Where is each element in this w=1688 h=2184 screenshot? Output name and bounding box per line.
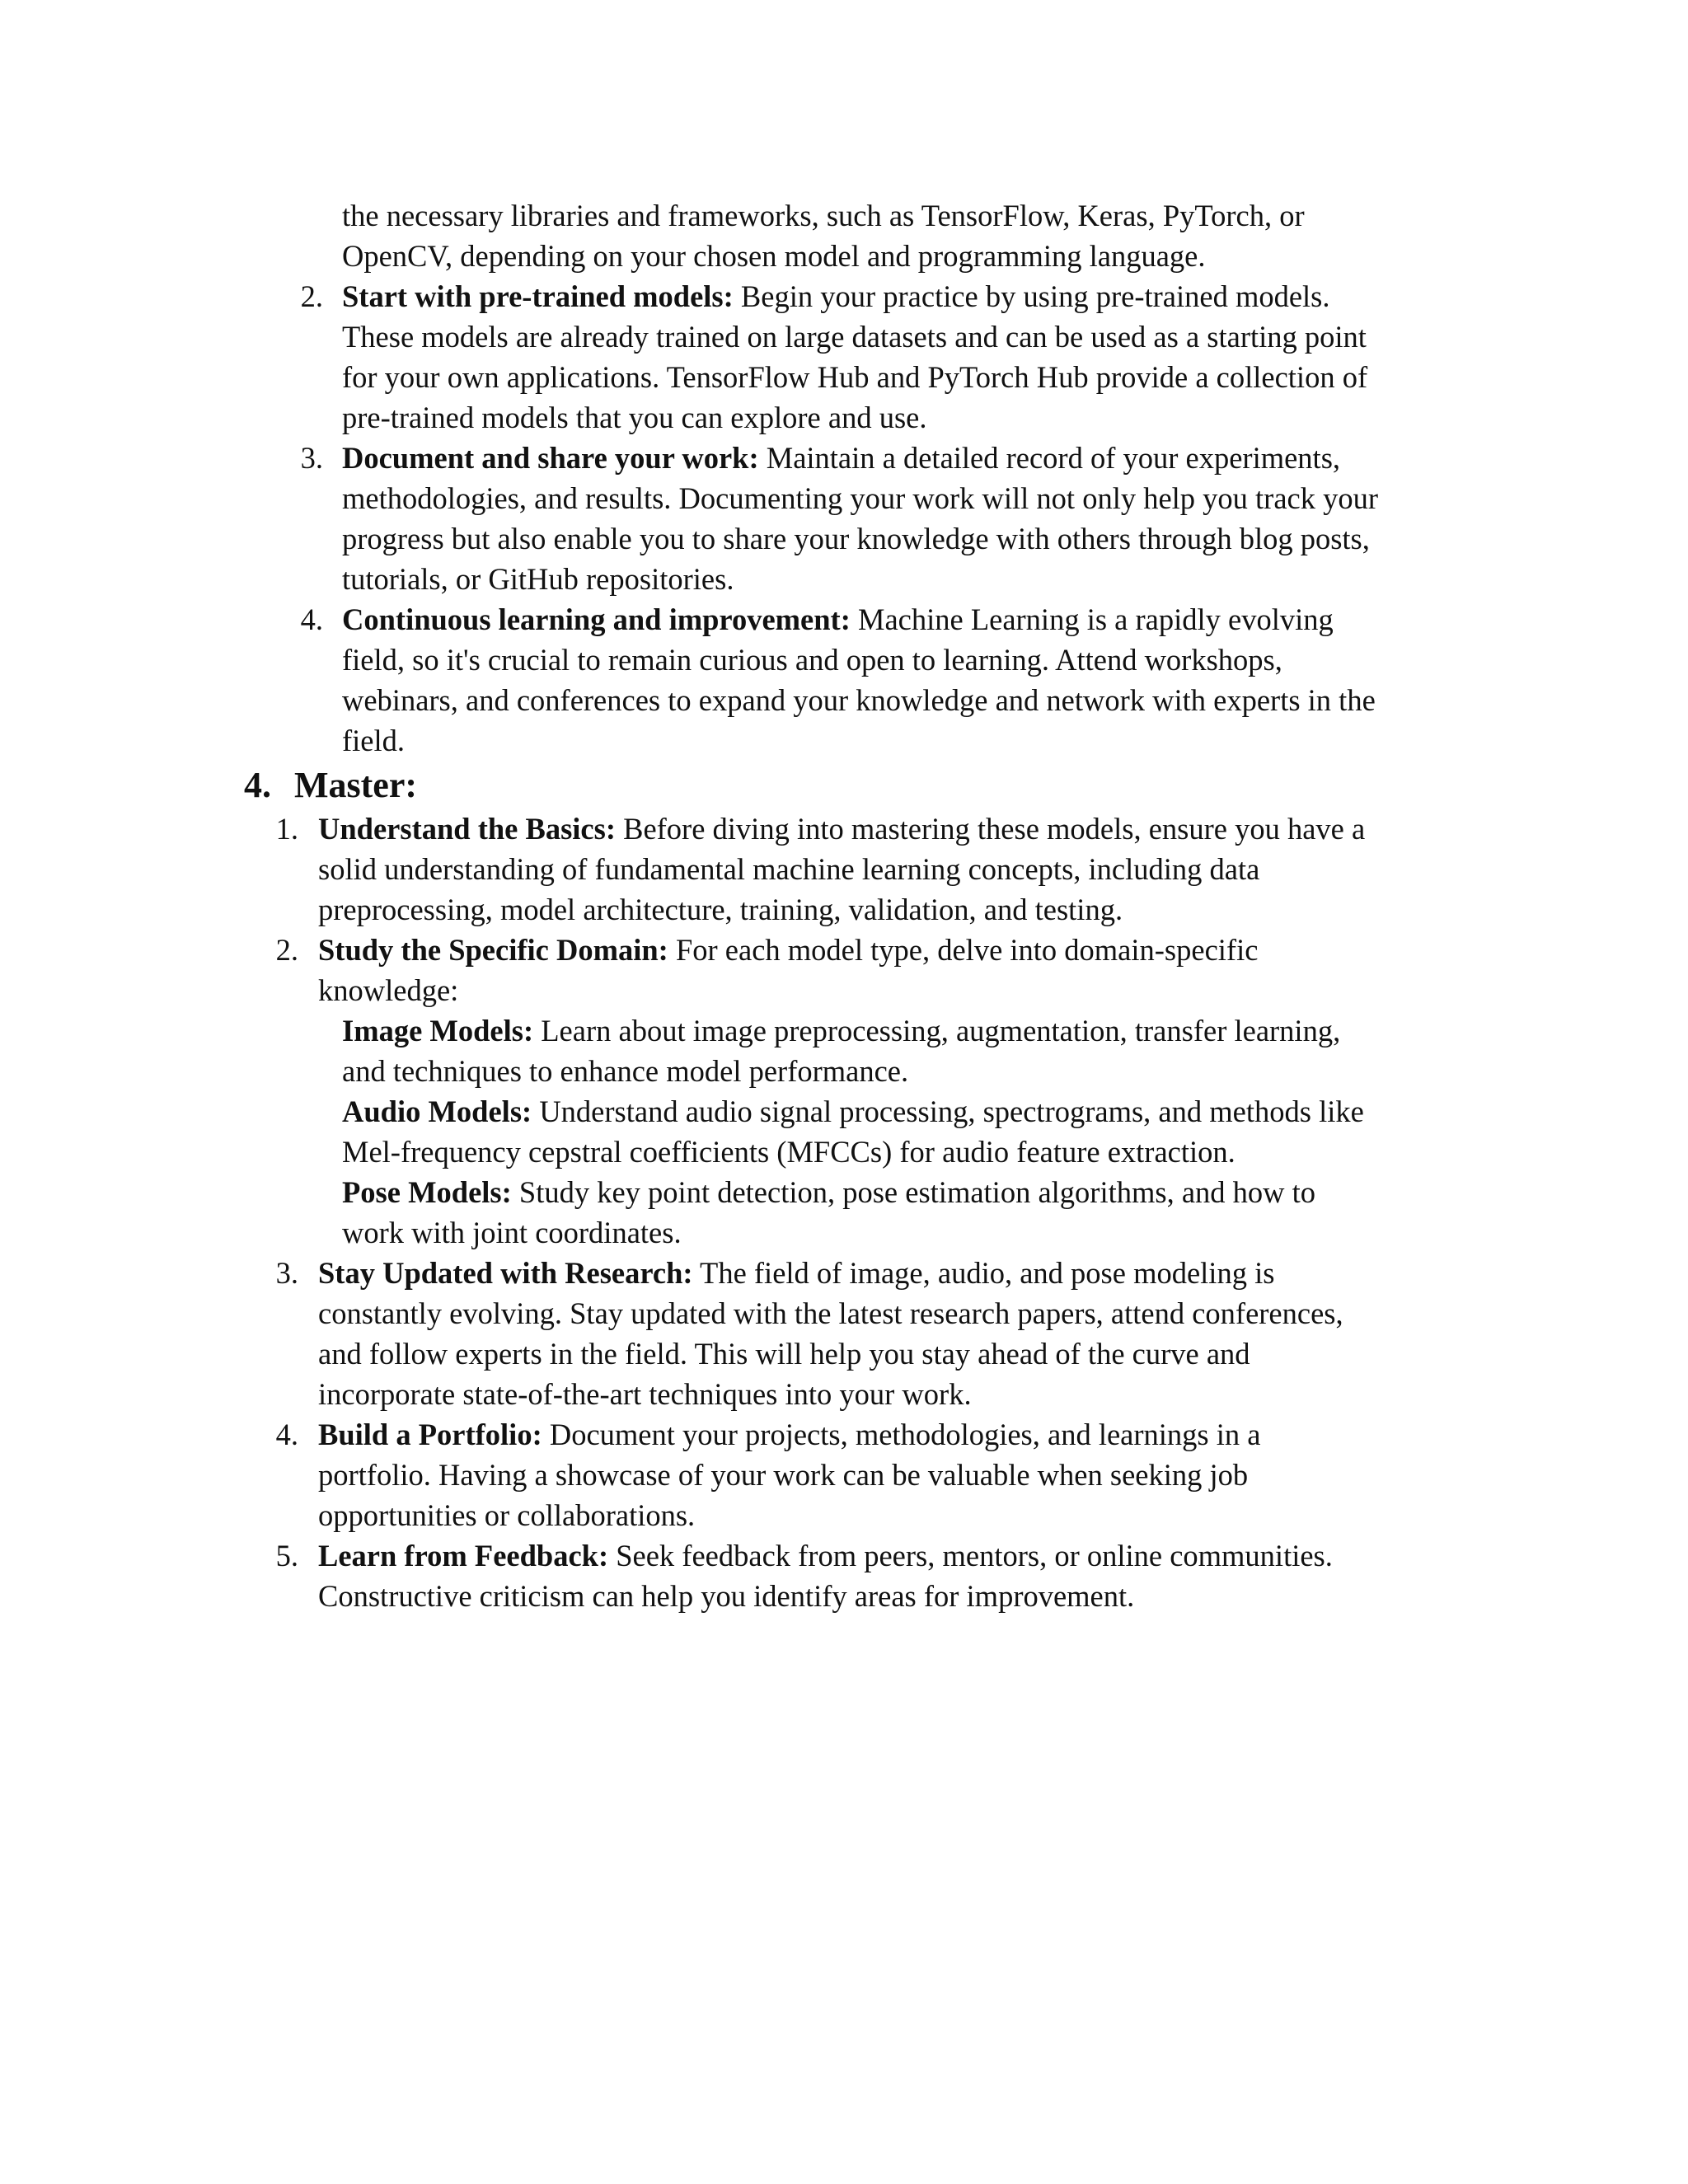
list-item-line: knowledge: — [318, 973, 459, 1007]
list-item-text: The field of image, audio, and pose modeling is — [692, 1256, 1275, 1290]
list-item-title: Study the Specific Domain: — [318, 933, 668, 967]
list-item-line: progress but also enable you to share your knowledge with others through blog posts, — [342, 522, 1370, 555]
list-item-first-line — [342, 599, 1334, 640]
list-item-line: These models are already trained on large datasets and can be used as a starting point — [342, 320, 1367, 354]
sub-item-line: work with joint coordinates. — [342, 1216, 682, 1249]
list-item-line: field. — [342, 724, 406, 757]
section-heading: Master: — [294, 765, 418, 805]
list-item-title: Understand the Basics: — [318, 812, 616, 846]
list-item-line: field, so it's crucial to remain curious and open to learning. Attend workshops, — [342, 643, 1282, 677]
list-item-title: Document and share your work: — [342, 441, 759, 475]
list-number: 4. — [275, 1418, 298, 1451]
sub-item-text: Study key point detection, pose estimation algorithms, and how to — [511, 1175, 1316, 1209]
sub-item-first-line — [342, 1091, 1364, 1132]
sub-item-title: Audio Models: — [342, 1094, 532, 1128]
list-item-title: Build a Portfolio: — [318, 1418, 542, 1451]
sub-item-line: Mel-frequency cepstral coefficients (MFCCs) for audio feature extraction. — [342, 1135, 1236, 1169]
sub-item-title: Image Models: — [342, 1014, 534, 1047]
list-item-line: constantly evolving. Stay updated with the latest research papers, attend conferences, — [318, 1296, 1343, 1330]
list-number: 2. — [275, 933, 298, 967]
list-item-text: Document your projects, methodologies, and learnings in a — [542, 1418, 1261, 1451]
list-item-line: tutorials, or GitHub repositories. — [342, 562, 734, 596]
sub-item-first-line — [342, 1010, 1340, 1051]
list-item-line: methodologies, and results. Documenting your work will not only help you track your — [342, 481, 1379, 515]
list-item-text: Before diving into mastering these models, ensure you have a — [615, 812, 1366, 846]
sub-item-title: Pose Models: — [342, 1175, 512, 1209]
list-item-first-line — [318, 1253, 1274, 1293]
list-item-first-line — [318, 1414, 1260, 1455]
list-item-line: for your own applications. TensorFlow Hub and PyTorch Hub provide a collection of — [342, 360, 1368, 394]
sub-item-line: and techniques to enhance model performance. — [342, 1054, 909, 1088]
list-item-title: Start with pre-trained models: — [342, 279, 734, 313]
sub-item-text: Learn about image preprocessing, augmentation, transfer learning, — [533, 1014, 1341, 1047]
list-number: 4. — [300, 602, 323, 636]
section-number: 4. — [244, 765, 271, 805]
list-number: 3. — [275, 1256, 298, 1290]
continuation-line: OpenCV, depending on your chosen model and programming language. — [342, 239, 1206, 273]
list-item-line: solid understanding of fundamental machine learning concepts, including data — [318, 852, 1260, 886]
list-item-line: webinars, and conferences to expand your knowledge and network with experts in the — [342, 683, 1376, 717]
list-item-first-line — [318, 930, 1258, 970]
list-item-line: portfolio. Having a showcase of your work can be valuable when seeking job — [318, 1458, 1249, 1492]
list-item-text: Machine Learning is a rapidly evolving — [850, 602, 1334, 636]
list-item-text: For each model type, delve into domain-specific — [668, 933, 1259, 967]
list-item-line: preprocessing, model architecture, training, validation, and testing. — [318, 893, 1123, 926]
sub-item-text: Understand audio signal processing, spectrograms, and methods like — [532, 1094, 1364, 1128]
list-item-line: opportunities or collaborations. — [318, 1498, 696, 1532]
list-item-line: pre-trained models that you can explore and use. — [342, 401, 927, 434]
sub-item-first-line — [342, 1172, 1315, 1212]
list-item-first-line — [342, 276, 1330, 316]
list-item-title: Stay Updated with Research: — [318, 1256, 693, 1290]
list-item-first-line — [318, 1535, 1333, 1576]
list-item-text: Begin your practice by using pre-trained models. — [733, 279, 1330, 313]
list-item-text: Maintain a detailed record of your experiments, — [758, 441, 1341, 475]
list-item-line: and follow experts in the field. This will help you stay ahead of the curve and — [318, 1337, 1250, 1371]
list-number: 5. — [275, 1539, 298, 1572]
continuation-line: the necessary libraries and frameworks, such as TensorFlow, Keras, PyTorch, or — [342, 199, 1305, 232]
list-number: 2. — [300, 279, 323, 313]
list-item-title: Learn from Feedback: — [318, 1539, 609, 1572]
list-item-first-line — [342, 438, 1340, 478]
list-item-title: Continuous learning and improvement: — [342, 602, 851, 636]
list-number: 3. — [300, 441, 323, 475]
list-item-line: Constructive criticism can help you identify areas for improvement. — [318, 1579, 1135, 1613]
list-item-text: Seek feedback from peers, mentors, or online communities. — [608, 1539, 1333, 1572]
list-item-line: incorporate state-of-the-art techniques into your work. — [318, 1377, 972, 1411]
list-number: 1. — [275, 812, 298, 846]
list-item-first-line — [318, 808, 1365, 849]
